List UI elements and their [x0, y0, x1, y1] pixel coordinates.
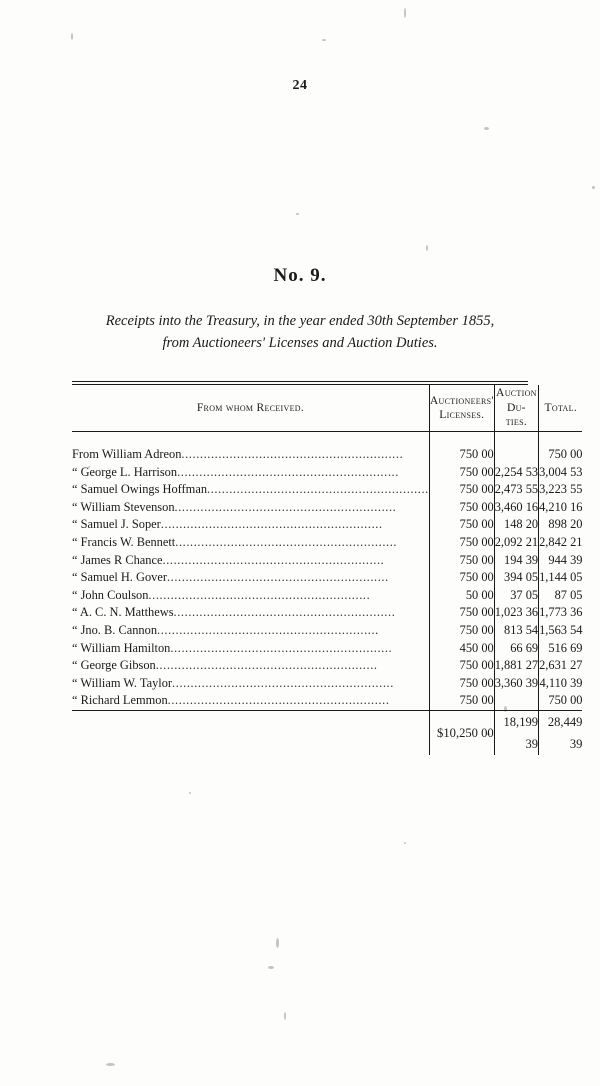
ink-speck [404, 8, 406, 18]
row-payer-name [72, 692, 429, 710]
table-row [72, 552, 582, 570]
row-total [539, 604, 583, 622]
column-header-from-whom-received: From whom Received. [196, 400, 305, 414]
table-head [72, 385, 582, 446]
row-total-value: 898 20 [548, 517, 583, 532]
ink-speck [268, 966, 274, 969]
row-duties-value: 66 69 [510, 640, 539, 655]
row-licenses-value: 750 00 [459, 499, 494, 514]
row-licenses [429, 569, 494, 587]
row-total-value: 87 05 [554, 587, 583, 602]
row-total [539, 481, 583, 499]
row-payer-name [72, 499, 429, 517]
table-row [72, 657, 582, 675]
row-duties-value: 2,092 21 [494, 534, 539, 549]
row-licenses [429, 464, 494, 482]
payer-name-text: “ Richard Lemmon [72, 693, 168, 708]
payer-name-text: “ Samuel Owings Hoffman [72, 482, 208, 497]
row-duties-value: 3,460 16 [494, 499, 539, 514]
leader-dots: ............................................................ [157, 622, 379, 637]
table-row [72, 499, 582, 517]
leader-dots: ............................................................ [162, 552, 385, 567]
row-payer-name [72, 552, 429, 570]
leader-dots: ............................................................ [166, 570, 389, 585]
row-duties-value: 394 05 [504, 570, 539, 585]
payer-name-text: “ Jno. B. Cannon [72, 622, 158, 637]
row-licenses [429, 534, 494, 552]
ink-speck [189, 792, 191, 794]
row-total [539, 640, 583, 658]
row-duties [494, 692, 538, 710]
ink-speck [106, 1063, 115, 1066]
table-row [72, 692, 582, 710]
row-licenses [429, 692, 494, 710]
row-total [539, 692, 583, 710]
row-total [539, 516, 583, 534]
row-licenses [429, 499, 494, 517]
row-duties [494, 604, 538, 622]
row-duties [494, 587, 538, 605]
row-total-value: 750 00 [548, 447, 583, 461]
leader-dots: ............................................................ [175, 534, 398, 549]
row-duties-value: 2,473 55 [494, 482, 539, 497]
header-line-2: ties. [505, 415, 528, 429]
page-number: 24 [292, 78, 308, 93]
row-duties [494, 499, 538, 517]
row-duties-value: 194 39 [504, 552, 539, 567]
row-total-value: 1,773 36 [539, 605, 583, 620]
payer-name-text: “ William W. Taylor [72, 675, 173, 690]
row-duties-value: 1,881 27 [494, 658, 539, 673]
ink-speck [484, 127, 489, 130]
header-line-1: Auctioneers' [429, 393, 494, 407]
leader-dots: ............................................................ [160, 517, 383, 532]
row-payer-name [72, 640, 429, 658]
ink-speck [71, 33, 73, 40]
leader-dots: ............................................................ [173, 605, 396, 620]
row-total [539, 446, 583, 464]
row-duties-value: 1,023 36 [494, 605, 539, 620]
row-duties [494, 675, 538, 693]
row-total-value: 516 69 [548, 640, 583, 655]
ink-speck [284, 1012, 286, 1020]
row-licenses-value: 750 00 [459, 534, 494, 549]
payer-name-text: “ John Coulson [72, 587, 149, 602]
row-duties-value: 37 05 [510, 587, 539, 602]
row-duties-value: 813 54 [504, 622, 539, 637]
document-subtitle [60, 310, 540, 355]
row-licenses-value: 750 00 [459, 622, 494, 637]
row-duties [494, 657, 538, 675]
table-body [72, 446, 582, 710]
row-duties [494, 534, 538, 552]
header-line-2: Licenses. [439, 408, 485, 421]
row-total-value: 1,144 05 [539, 570, 583, 585]
payer-name-text: “ Samuel H. Gover [72, 570, 167, 585]
column-header-auction-duties [494, 385, 538, 432]
row-total [539, 569, 583, 587]
leader-dots: ............................................................ [181, 447, 404, 461]
table-row [72, 640, 582, 658]
row-licenses-value: 750 00 [459, 570, 494, 585]
payer-name-text: “ James R Chance [72, 552, 163, 567]
row-total-value: 1,563 54 [539, 622, 583, 637]
document-number-heading: No. 9. [273, 265, 327, 286]
row-total [539, 622, 583, 640]
row-payer-name [72, 464, 429, 482]
row-total [539, 499, 583, 517]
row-licenses-value: 750 00 [459, 464, 494, 479]
row-duties-value: 3,360 39 [494, 675, 539, 690]
payer-name-text: “ William Stevenson [72, 499, 175, 514]
row-licenses-value: 750 00 [459, 482, 494, 497]
row-total [539, 657, 583, 675]
row-payer-name [72, 675, 429, 693]
row-licenses [429, 587, 494, 605]
row-total-value: 2,842 21 [539, 534, 583, 549]
row-licenses [429, 675, 494, 693]
leader-dots: ............................................................ [174, 499, 397, 514]
table-row [72, 516, 582, 534]
receipts-table [72, 385, 582, 755]
payer-name-text: “ Francis W. Bennett [72, 534, 176, 549]
row-duties-value: 148 20 [504, 517, 539, 532]
row-duties [494, 552, 538, 570]
row-total-value: 3,223 55 [539, 482, 583, 497]
ink-speck [296, 213, 299, 215]
row-total [539, 534, 583, 552]
row-duties [494, 622, 538, 640]
totals-duties: 18,199 39 [494, 710, 538, 755]
row-licenses [429, 481, 494, 499]
subtitle-line-1: Receipts into the Treasury, in the year ended 30th September 1855, [105, 313, 495, 329]
table-row [72, 604, 582, 622]
row-total-value: 4,210 16 [539, 499, 583, 514]
row-payer-name [72, 604, 429, 622]
table-row [72, 534, 582, 552]
payer-name-text: “ George Gibson [72, 658, 156, 673]
row-licenses-value: 750 00 [459, 552, 494, 567]
row-licenses-value: 750 00 [459, 693, 494, 708]
table-row [72, 622, 582, 640]
ink-speck [276, 938, 279, 948]
ink-speck [322, 39, 326, 41]
table-top-rule [72, 381, 528, 382]
row-licenses [429, 552, 494, 570]
row-payer-name [72, 657, 429, 675]
leader-dots: ............................................................ [148, 587, 371, 602]
table-row [72, 587, 582, 605]
row-licenses-value: 750 00 [459, 605, 494, 620]
row-total-value: 944 39 [548, 552, 583, 567]
row-licenses [429, 622, 494, 640]
row-total [539, 464, 583, 482]
header-line-1: Auction Du- [496, 386, 537, 414]
payer-name-text: “ A. C. N. Matthews [72, 605, 174, 620]
row-licenses-value: 750 00 [459, 675, 494, 690]
payer-name-text: From William Adreon [72, 447, 182, 461]
row-total-value: 750 00 [548, 693, 583, 708]
ink-speck [426, 245, 428, 251]
totals-row [72, 710, 582, 755]
row-payer-name [72, 569, 429, 587]
row-duties [494, 516, 538, 534]
row-duties [494, 481, 538, 499]
row-licenses [429, 640, 494, 658]
row-duties [494, 464, 538, 482]
row-licenses-value: 750 00 [459, 517, 494, 532]
leader-dots: ............................................................ [172, 675, 394, 690]
table-row [72, 675, 582, 693]
table-header-gap [72, 432, 582, 446]
row-licenses-value: 50 00 [465, 587, 494, 602]
column-header-auctioneers-licenses [429, 385, 494, 432]
payer-name-text: “ Samuel J. Soper [72, 517, 161, 532]
row-licenses [429, 657, 494, 675]
row-duties [494, 446, 538, 464]
row-licenses-value: 750 00 [459, 447, 494, 461]
row-payer-name [72, 446, 429, 464]
leader-dots: ............................................................ [177, 464, 399, 479]
table-foot [72, 710, 582, 755]
table-row [72, 446, 582, 464]
ink-speck [404, 842, 406, 844]
row-duties-value: 2,254 53 [494, 464, 539, 479]
payer-name-text: “ William Hamilton [72, 640, 171, 655]
row-total-value: 3,004 53 [539, 464, 583, 479]
ink-speck [592, 186, 595, 189]
row-payer-name [72, 622, 429, 640]
row-payer-name [72, 481, 429, 499]
receipts-table-container [72, 381, 583, 755]
table-header-row [72, 385, 582, 432]
totals-licenses: $10,250 00 [429, 710, 494, 755]
table-row [72, 569, 582, 587]
row-payer-name [72, 516, 429, 534]
row-payer-name [72, 587, 429, 605]
leader-dots: ............................................................ [155, 658, 378, 673]
column-header-total: Total. [539, 385, 583, 432]
row-payer-name [72, 534, 429, 552]
row-total [539, 587, 583, 605]
payer-name-text: “ George L. Harrison [72, 464, 178, 479]
row-licenses [429, 446, 494, 464]
table-row [72, 464, 582, 482]
totals-label [72, 710, 429, 755]
leader-dots: ............................................................ [207, 482, 429, 497]
row-duties [494, 569, 538, 587]
leader-dots: ............................................................ [170, 640, 393, 655]
subtitle-line-2: from Auctioneers' Licenses and Auction Duties. [162, 335, 438, 352]
row-total [539, 552, 583, 570]
row-total-value: 2,631 27 [539, 658, 583, 673]
row-total-value: 4,110 39 [539, 675, 583, 690]
row-licenses [429, 604, 494, 622]
row-duties [494, 640, 538, 658]
leader-dots: ............................................................ [167, 693, 390, 708]
totals-total: 28,449 39 [539, 710, 583, 755]
table-row [72, 481, 582, 499]
row-licenses-value: 450 00 [459, 640, 494, 655]
row-licenses [429, 516, 494, 534]
row-total [539, 675, 583, 693]
row-licenses-value: 750 00 [459, 658, 494, 673]
